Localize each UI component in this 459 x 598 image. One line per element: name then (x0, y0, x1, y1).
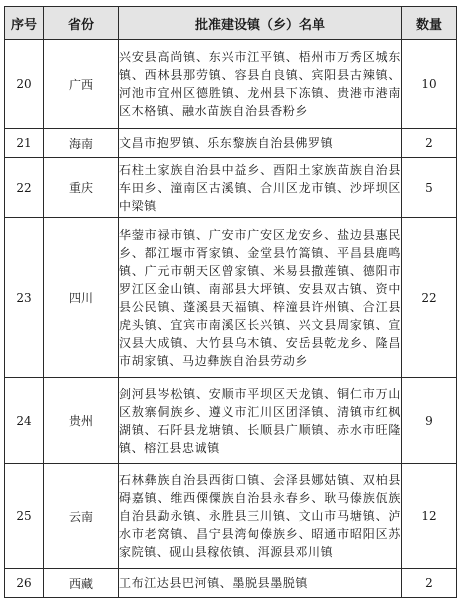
row-town-list: 剑河县岑松镇、安顺市平坝区天龙镇、铜仁市万山区敖寨侗族乡、遵义市汇川区团泽镇、清镇市红枫湖镇、石阡县龙塘镇、长顺县广顺镇、赤水市旺隆镇、榕江县忠诚镇 (119, 378, 402, 464)
row-town-list: 石柱土家族自治县中益乡、酉阳土家族苗族自治县车田乡、潼南区古溪镇、合川区龙市镇、沙坪坝区中梁镇 (119, 158, 402, 218)
row-province: 西藏 (44, 569, 119, 598)
row-count: 2 (402, 129, 457, 158)
table-row (5, 378, 457, 464)
row-town-list: 文昌市抱罗镇、乐东黎族自治县佛罗镇 (119, 129, 402, 158)
row-province: 海南 (44, 129, 119, 158)
header-town-list: 批准建设镇（乡）名单 (119, 7, 402, 40)
table-header-row (5, 7, 457, 40)
table-row (5, 40, 457, 129)
row-serial-number: 21 (5, 129, 44, 158)
row-serial-number: 23 (5, 218, 44, 378)
row-serial-number: 22 (5, 158, 44, 218)
town-list-table (4, 6, 457, 598)
table-row (5, 129, 457, 158)
row-count: 2 (402, 569, 457, 598)
row-province: 重庆 (44, 158, 119, 218)
row-serial-number: 25 (5, 464, 44, 569)
row-province: 四川 (44, 218, 119, 378)
header-province: 省份 (44, 7, 119, 40)
row-town-list: 石林彝族自治县西街口镇、会泽县娜姑镇、双柏县碍嘉镇、维西傈僳族自治县永春乡、耿马傣族佤族自治县勐永镇、永胜县三川镇、文山市马塘镇、泸水市老窝镇、昌宁县湾甸傣族乡、昭通市昭阳区苏家院镇、砚山县稼依镇、洱源县邓川镇 (119, 464, 402, 569)
row-count: 22 (402, 218, 457, 378)
row-count: 9 (402, 378, 457, 464)
header-count: 数量 (402, 7, 457, 40)
table-row (5, 464, 457, 569)
table-row (5, 569, 457, 598)
row-province: 云南 (44, 464, 119, 569)
row-town-list: 兴安县高尚镇、东兴市江平镇、梧州市万秀区城东镇、西林县那劳镇、容县自良镇、宾阳县古辣镇、河池市宜州区德胜镇、龙州县下冻镇、贵港市港南区木格镇、融水苗族自治县香粉乡 (119, 40, 402, 129)
row-province: 广西 (44, 40, 119, 129)
header-serial-number: 序号 (5, 7, 44, 40)
row-count: 10 (402, 40, 457, 129)
row-count: 12 (402, 464, 457, 569)
row-town-list: 华蓥市禄市镇、广安市广安区龙安乡、盐边县惠民乡、都江堰市胥家镇、金堂县竹篙镇、平昌县鹿鸣镇、广元市朝天区曾家镇、米易县撒莲镇、德阳市罗江区金山镇、南部县大坪镇、安县双古镇、资中县公民镇、蓬溪县天福镇、梓潼县许州镇、合江县虎头镇、宜宾市南溪区长兴镇、兴文县周家镇、宣汉县大成镇、大竹县乌木镇、安岳县乾龙乡、隆昌市胡家镇、马边彝族自治县劳动乡 (119, 218, 402, 378)
row-count: 5 (402, 158, 457, 218)
row-serial-number: 20 (5, 40, 44, 129)
row-serial-number: 26 (5, 569, 44, 598)
table-row (5, 158, 457, 218)
row-serial-number: 24 (5, 378, 44, 464)
row-province: 贵州 (44, 378, 119, 464)
row-town-list: 工布江达县巴河镇、墨脱县墨脱镇 (119, 569, 402, 598)
table-row (5, 218, 457, 378)
